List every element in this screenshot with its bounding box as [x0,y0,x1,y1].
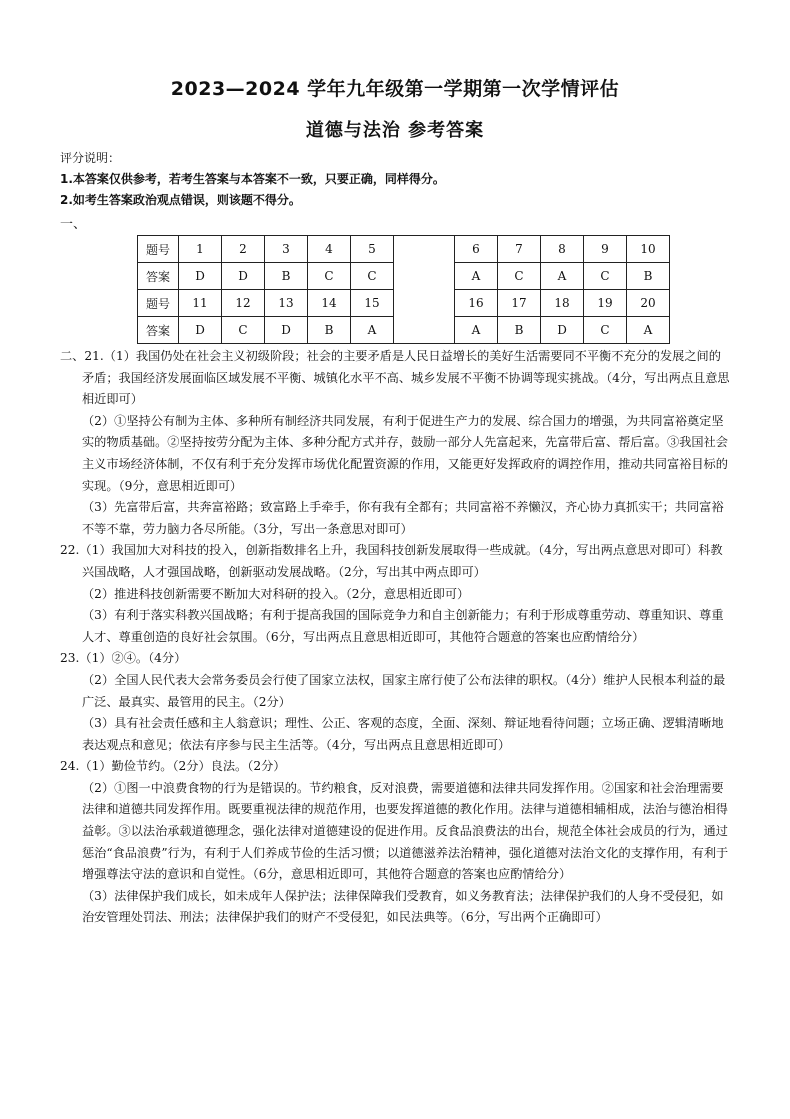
table-cell: A [455,263,498,290]
table-cell: A [455,317,498,344]
table-cell: A [541,263,584,290]
table-cell: A [351,317,394,344]
table-cell: 5 [351,236,394,263]
table-cell: C [498,263,541,290]
table-cell: 16 [455,290,498,317]
answer-22-1: 22.（1）我国加大对科技的投入，创新指数排名上升，我国科技创新发展取得一些成就。（4分，写出两点意思对即可）科教兴国战略，人才强国战略，创新驱动发展战略。（2分，写出其中两点即可） [60,543,723,579]
answer-21-1: 二、21.（1）我国仍处在社会主义初级阶段；社会的主要矛盾是人民日益增长的美好生活需要同不平衡不充分的发展之间的矛盾；我国经济发展面临区域发展不平衡、城镇化水平不高、城乡发展不平衡不协调等现实挑战。（4分，写出两点且意思相近即可） [60,349,730,407]
table-cell: 7 [498,236,541,263]
table-cell: 1 [179,236,222,263]
table-cell: 11 [179,290,222,317]
answer-body [60,346,732,929]
table-cell: 2 [222,236,265,263]
document-subtitle: 道德与法治 参考答案 [305,120,485,141]
table-cell: D [179,263,222,290]
table-cell: D [179,317,222,344]
table-cell: C [351,263,394,290]
answer-23-1: 23.（1）②④。（4分） [60,651,187,666]
scoring-note-1: 1.本答案仅供参考，若考生答案与本答案不一致，只要正确，同样得分。 [60,172,445,186]
row-label: 答案 [138,317,179,344]
answer-24-3: （3）法律保护我们成长，如未成年人保护法；法律保障我们受教育，如义务教育法；法律保护我们的人身不受侵犯，如治安管理处罚法、刑法；法律保护我们的财产不受侵犯，如民法典等。（6分，写出两个正确即可） [82,888,724,925]
table-cell: 9 [584,236,627,263]
table-cell: 13 [265,290,308,317]
table-cell: C [584,317,627,344]
table-cell: 17 [498,290,541,317]
answer-table [137,235,670,344]
table-cell: 6 [455,236,498,263]
table-cell: D [222,263,265,290]
table-cell: B [308,317,351,344]
table-cell: C [584,263,627,290]
answer-22-2: （2）推进科技创新需要不断加大对科研的投入。（2分，意思相近即可） [82,586,470,601]
table-cell: 12 [222,290,265,317]
table-cell: 8 [541,236,584,263]
table-cell: C [222,317,265,344]
table-cell: B [498,317,541,344]
table-cell: C [308,263,351,290]
table-cell: 15 [351,290,394,317]
table-cell: 20 [627,290,670,317]
answer-21-2: （2）①坚持公有制为主体、多种所有制经济共同发展，有利于促进生产力的发展、综合国力的增强，为共同富裕奠定坚实的物质基础。②坚持按劳分配为主体、多种分配方式并存，鼓励一部分人先富起来，先富带后富、帮后富。③我国社会主义市场经济体制，不仅有利于充分发挥市场优化配置资源的作用，又能更好发挥政府的调控作用，推动共同富裕目标的实现。（9分，意思相近即可） [82,413,728,493]
document-title: 2023—2024 学年九年级第一学期第一次学情评估 [170,78,620,100]
row-label: 答案 [138,263,179,290]
answer-24-1: 24.（1）勤俭节约。（2分）良法。（2分） [60,759,286,774]
answer-22-3: （3）有利于落实科教兴国战略；有利于提高我国的国际竞争力和自主创新能力；有利于形成尊重劳动、尊重知识、尊重人才、尊重创造的良好社会氛围。（6分，写出两点且意思相近即可，其他符合题意的答案也应酌情给分） [82,608,724,644]
table-gap [394,236,455,344]
scoring-notes-heading: 评分说明： [60,151,121,165]
answer-23-2: （2）全国人民代表大会常务委员会行使了国家立法权，国家主席行使了公布法律的职权。（4分）维护人民根本利益的最广泛、最真实、最管用的民主。（2分） [82,672,726,709]
answer-24-2: （2）①图一中浪费食物的行为是错误的。节约粮食，反对浪费，需要道德和法律共同发挥作用。②国家和社会治理需要法律和道德共同发挥作用。既要重视法律的规范作用，也要发挥道德的教化作用。法律与道德相辅相成，法治与德治相得益彰。③以法治承载道德理念，强化法律对道德建设的促进作用。反食品浪费法的出台，规范全体社会成员的行为，通过惩治“食品浪费”行为，有利于人们养成节俭的生活习惯；以道德滋养法治精神，强化道德对法治文化的支撑作用，有利于增强尊法守法的意识和自觉性。（6分，意思相近即可，其他符合题意的答案也应酌情给分） [82,780,729,882]
table-cell: 14 [308,290,351,317]
table-cell: D [265,317,308,344]
answer-21-3: （3）先富带后富，共奔富裕路；致富路上手牵手，你有我有全都有；共同富裕不养懒汉，齐心协力真抓实干；共同富裕不等不靠，劳力脑力各尽所能。（3分，写出一条意思对即可） [82,500,724,536]
table-row [138,236,670,263]
table-cell: B [265,263,308,290]
section-1-label: 一、 [60,217,87,232]
table-cell: B [627,263,670,290]
answer-23-3: （3）具有社会责任感和主人翁意识；理性、公正、客观的态度，全面、深刻、辩证地看待问题；立场正确、逻辑清晰地表达观点和意见；依法有序参与民主生活等。（4分，写出两点且意思相近即可） [82,716,724,752]
table-cell: A [627,317,670,344]
table-cell: 3 [265,236,308,263]
row-label: 题号 [138,290,179,317]
table-cell: 19 [584,290,627,317]
row-label: 题号 [138,236,179,263]
table-cell: 18 [541,290,584,317]
scoring-note-2: 2.如考生答案政治观点错误，则该题不得分。 [60,193,301,207]
table-cell: 4 [308,236,351,263]
table-cell: 10 [627,236,670,263]
table-cell: D [541,317,584,344]
